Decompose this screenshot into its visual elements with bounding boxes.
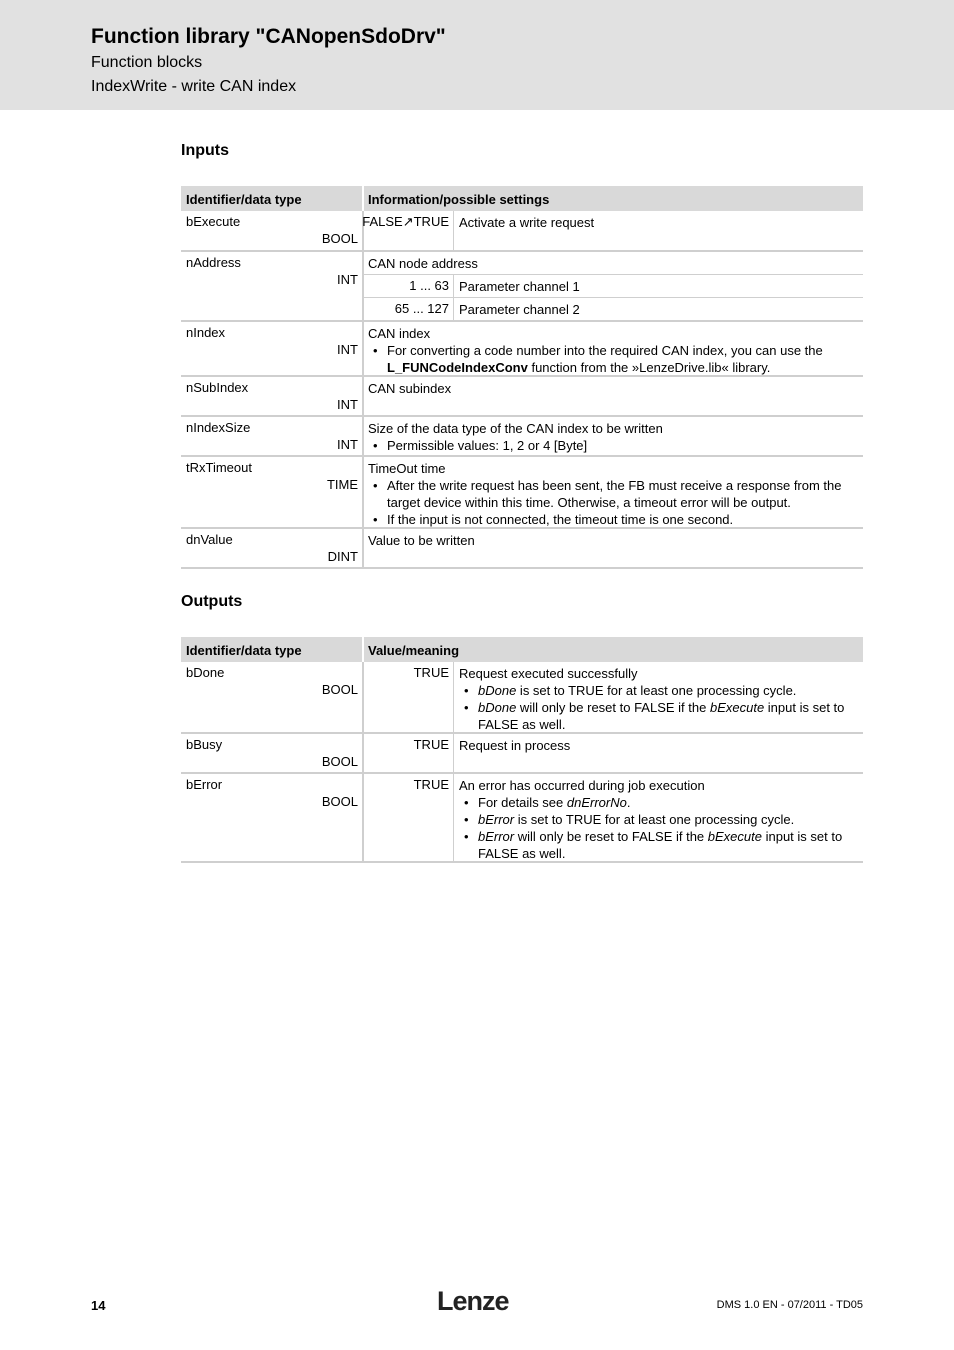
list-item: • After the write request has been sent, the FB must receive a response from the target device within this time. Otherwise, a timeout error will be output. <box>368 477 842 511</box>
data-type: DINT <box>327 549 358 564</box>
table-row <box>181 529 863 569</box>
list-item: • bDone will only be reset to FALSE if the bExecute input is set to FALSE as well. <box>459 699 859 733</box>
outputs-heading: Outputs <box>181 593 243 610</box>
table-row <box>181 734 863 774</box>
identifier: bDone <box>186 665 225 680</box>
list-item: • Permissible values: 1, 2 or 4 [Byte] <box>368 437 663 454</box>
table-header <box>181 186 863 211</box>
data-type: BOOL <box>321 682 358 697</box>
meaning: Parameter channel 2 <box>459 302 580 317</box>
data-type: TIME <box>326 477 358 492</box>
identifier: bBusy <box>186 737 223 752</box>
table-row <box>181 211 863 252</box>
table-row <box>181 252 863 322</box>
inputs-table <box>181 186 863 569</box>
lenze-logo: Lenze <box>437 1286 509 1316</box>
table-row <box>181 457 863 529</box>
data-type: INT <box>337 397 358 412</box>
meaning: Request in process <box>459 738 571 753</box>
list-item: • bDone is set to TRUE for at least one processing cycle. <box>459 682 859 699</box>
identifier: bExecute <box>186 214 241 229</box>
table-row <box>181 662 863 734</box>
meaning: Activate a write request <box>459 215 595 230</box>
header-information: Information/possible settings <box>368 192 550 207</box>
outputs-table <box>181 637 863 863</box>
description: CAN index <box>368 326 431 341</box>
identifier: nSubIndex <box>186 380 249 395</box>
value: 65 ... 127 <box>394 301 449 316</box>
list-item: • For details see dnErrorNo. <box>459 794 859 811</box>
description: CAN node address <box>368 256 478 271</box>
value: TRUE <box>413 777 449 792</box>
data-type: BOOL <box>321 794 358 809</box>
document-id: DMS 1.0 EN - 07/2011 - TD05 <box>716 1299 863 1311</box>
header-value-meaning: Value/meaning <box>368 643 460 658</box>
data-type: INT <box>337 437 358 452</box>
list-item: • For converting a code number into the required CAN index, you can use the L_FUNCodeIndexConv function from the »LenzeDrive.lib« library. <box>368 342 823 376</box>
description: TimeOut time <box>368 461 446 476</box>
identifier: nIndexSize <box>186 420 251 435</box>
description: Value to be written <box>368 533 475 548</box>
table-row <box>181 774 863 863</box>
value: FALSE↗TRUE <box>362 214 449 229</box>
list-item: • bError will only be reset to FALSE if the bExecute input is set to FALSE as well. <box>459 828 859 862</box>
list-item: • bError is set to TRUE for at least one processing cycle. <box>459 811 859 828</box>
page-number: 14 <box>91 1298 106 1313</box>
identifier: dnValue <box>186 532 233 547</box>
identifier: bError <box>186 777 223 792</box>
table-row <box>181 377 863 417</box>
meaning: An error has occurred during job execution <box>459 778 705 793</box>
identifier: nAddress <box>186 255 241 270</box>
page-header <box>0 0 954 110</box>
page-title: Function library "CANopenSdoDrv" <box>91 25 446 48</box>
list-item: • If the input is not connected, the timeout time is one second. <box>368 511 842 528</box>
value: TRUE <box>413 665 449 680</box>
table-header <box>181 637 863 662</box>
description: CAN subindex <box>368 381 452 396</box>
identifier: tRxTimeout <box>186 460 252 475</box>
meaning: Request executed successfully <box>459 666 638 681</box>
data-type: BOOL <box>321 754 358 769</box>
data-type: BOOL <box>321 231 358 246</box>
table-row <box>181 322 863 377</box>
function-name: L_FUNCodeIndexConv <box>387 360 528 375</box>
data-type: INT <box>337 272 358 287</box>
meaning: Parameter channel 1 <box>459 279 580 294</box>
chapter-subtitle: Function blocks <box>91 54 203 71</box>
section-subtitle: IndexWrite - write CAN index <box>91 78 297 95</box>
header-identifier: Identifier/data type <box>186 192 302 207</box>
description: Size of the data type of the CAN index to be written <box>368 421 663 436</box>
inputs-heading: Inputs <box>181 142 229 159</box>
table-row <box>181 417 863 457</box>
data-type: INT <box>337 342 358 357</box>
value: 1 ... 63 <box>409 278 449 293</box>
identifier: nIndex <box>186 325 226 340</box>
header-identifier: Identifier/data type <box>186 643 302 658</box>
value: TRUE <box>413 737 449 752</box>
